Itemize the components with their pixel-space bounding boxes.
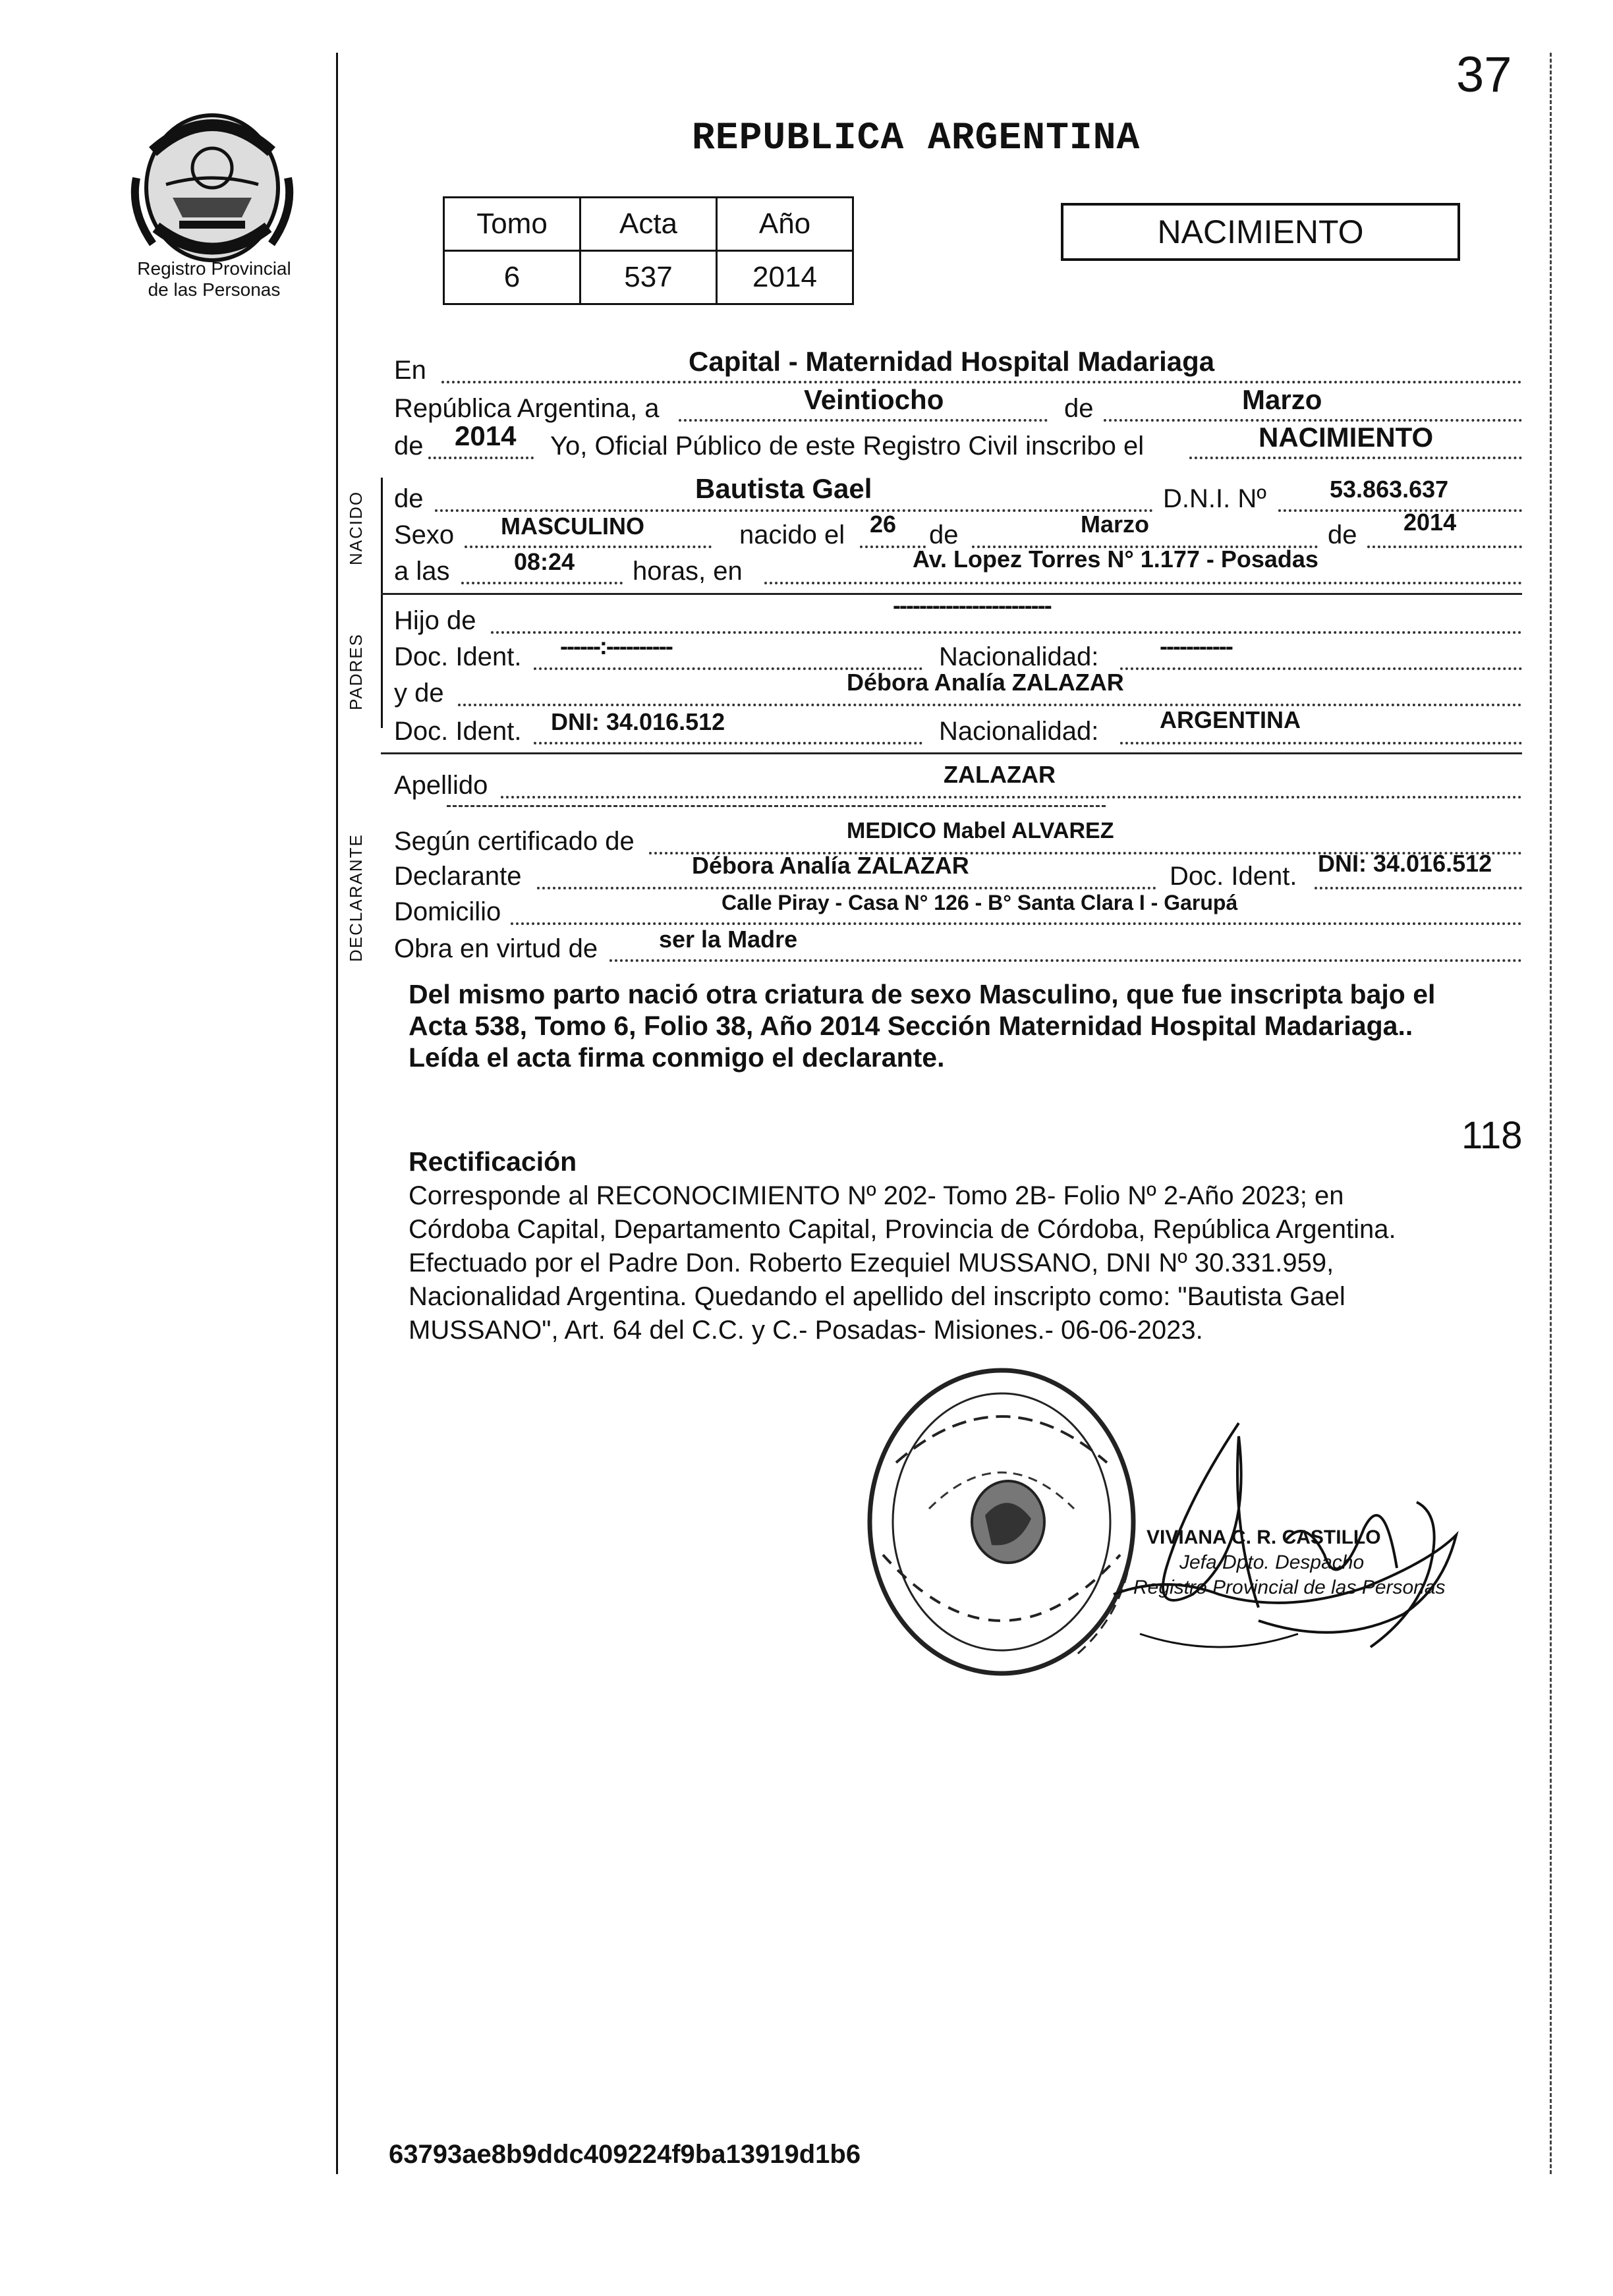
- dotted-rule: [1120, 742, 1522, 744]
- de-label: de: [1064, 394, 1094, 423]
- born-year-label: de: [1328, 520, 1357, 549]
- surname-value: ZALAZAR: [944, 761, 1056, 788]
- rectification-line2: Córdoba Capital, Departamento Capital, Provincia de Córdoba, República Argentina.: [409, 1215, 1396, 1244]
- doc1-label: Doc. Ident.: [394, 642, 522, 671]
- dotted-rule: [501, 796, 1522, 798]
- ref-value-acta: 537: [580, 251, 717, 304]
- side-label-nacido: NACIDO: [346, 490, 366, 565]
- virtue-value: ser la Madre: [659, 926, 798, 953]
- surname-label: Apellido: [394, 771, 488, 800]
- dashed-divider: [447, 805, 1106, 807]
- left-margin-line: [336, 53, 338, 2174]
- declarant-label: Declarante: [394, 862, 522, 891]
- side-label-declarante: DECLARANTE: [346, 833, 366, 962]
- born-de-label: de: [929, 520, 959, 549]
- page-number: 37: [1456, 47, 1512, 103]
- time-label: a las: [394, 557, 450, 586]
- rectification-number: 118: [1461, 1114, 1523, 1157]
- dotted-rule: [435, 509, 1153, 512]
- ref-header-anio: Año: [717, 198, 853, 251]
- doc2-value: DNI: 34.016.512: [551, 708, 725, 735]
- born-label: nacido el: [739, 520, 845, 549]
- birth-place-value: Av. Lopez Torres N° 1.177 - Posadas: [913, 546, 1318, 573]
- acta-type-box: NACIMIENTO: [1061, 203, 1460, 261]
- year-prefix-label: de: [394, 432, 424, 461]
- ref-value-tomo: 6: [444, 251, 580, 304]
- notes-line2: Acta 538, Tomo 6, Folio 38, Año 2014 Sección Maternidad Hospital Madariaga..: [409, 1011, 1413, 1041]
- org-line1: Registro Provincial: [137, 258, 291, 279]
- born-year-value: 2014: [1403, 509, 1457, 536]
- name-label: de: [394, 484, 424, 513]
- dotted-rule: [461, 582, 623, 584]
- dotted-rule: [764, 582, 1522, 584]
- signer-name: VIVIANA C. R. CASTILLO: [1146, 1526, 1381, 1548]
- org-label: [99, 258, 329, 300]
- notes-line3: Leída el acta firma conmigo el declarante.: [409, 1042, 945, 1073]
- time-value: 08:24: [514, 548, 575, 575]
- mother-label: y de: [394, 679, 444, 708]
- org-line2: de las Personas: [148, 279, 281, 300]
- nacido-bracket: [381, 478, 383, 603]
- name-value: Bautista Gael: [695, 473, 872, 504]
- right-margin-line: [1550, 53, 1552, 2174]
- dotted-rule: [534, 742, 922, 744]
- signer-office: Registro Provincial de las Personas: [1133, 1577, 1446, 1598]
- dotted-rule: [1189, 457, 1522, 459]
- doc2-label: Doc. Ident.: [394, 717, 522, 746]
- father-label: Hijo de: [394, 606, 476, 635]
- year-value: 2014: [455, 420, 517, 451]
- dotted-rule: [465, 546, 712, 548]
- doc1-value: ------:----------: [560, 632, 672, 659]
- ref-header-tomo: Tomo: [444, 198, 580, 251]
- address-label: Domicilio: [394, 897, 501, 926]
- country-title: REPUBLICA ARGENTINA: [692, 117, 1141, 160]
- document-hash: 63793ae8b9ddc409224f9ba13919d1b6: [389, 2140, 861, 2169]
- dni-label: D.N.I. Nº: [1163, 484, 1266, 513]
- padres-bracket: [381, 600, 383, 728]
- rectification-line1: Corresponde al RECONOCIMIENTO Nº 202- Tomo 2B- Folio Nº 2-Año 2023; en: [409, 1181, 1344, 1210]
- ref-header-acta: Acta: [580, 198, 717, 251]
- en-label: En: [394, 356, 426, 385]
- dotted-rule: [511, 922, 1522, 925]
- day-value: Veintiocho: [804, 384, 944, 415]
- dotted-rule: [441, 381, 1522, 383]
- nat1-label: Nacionalidad:: [939, 642, 1099, 671]
- dotted-rule: [679, 419, 1048, 422]
- rectification-body: [409, 1179, 1515, 1347]
- birth-place-label: horas, en: [633, 557, 743, 586]
- nat2-label: Nacionalidad:: [939, 717, 1099, 746]
- rectification-line3: Efectuado por el Padre Don. Roberto Ezequiel MUSSANO, DNI Nº 30.331.959,: [409, 1248, 1334, 1277]
- virtue-label: Obra en virtud de: [394, 934, 598, 963]
- inscribo-value: NACIMIENTO: [1259, 422, 1434, 453]
- cert-label: Según certificado de: [394, 827, 635, 856]
- nat1-value: -----------: [1160, 632, 1232, 659]
- province-seal-icon: [127, 105, 298, 270]
- sex-value: MASCULINO: [501, 513, 644, 540]
- rectification-line4: Nacionalidad Argentina. Quedando el apellido del inscripto como: "Bautista Gael: [409, 1282, 1345, 1311]
- declarant-doc-value: DNI: 34.016.512: [1318, 850, 1492, 877]
- dotted-rule: [1315, 887, 1522, 889]
- father-value: ------------------------: [893, 592, 1051, 619]
- cert-value: MEDICO Mabel ALVAREZ: [847, 818, 1114, 843]
- rectification-line5: MUSSANO", Art. 64 del C.C. y C.- Posadas- Misiones.- 06-06-2023.: [409, 1316, 1203, 1345]
- declarant-doc-label: Doc. Ident.: [1170, 862, 1297, 891]
- mother-value: Débora Analía ZALAZAR: [847, 669, 1124, 696]
- dni-value: 53.863.637: [1330, 476, 1449, 503]
- inscribo-label: Yo, Oficial Público de este Registro Civil inscribo el: [550, 432, 1145, 461]
- dotted-rule: [1120, 667, 1522, 670]
- rectification-title: Rectificación: [409, 1146, 577, 1177]
- notes-block: [409, 978, 1515, 1073]
- reference-table: [443, 196, 854, 305]
- sex-label: Sexo: [394, 520, 455, 549]
- declarant-value: Débora Analía ZALAZAR: [692, 852, 969, 879]
- dotted-rule: [1278, 509, 1522, 512]
- dotted-rule: [458, 704, 1522, 706]
- ref-value-anio: 2014: [717, 251, 853, 304]
- republic-label: República Argentina, a: [394, 394, 660, 423]
- month-value: Marzo: [1242, 384, 1322, 415]
- dotted-rule: [609, 959, 1522, 962]
- place-value: Capital - Maternidad Hospital Madariaga: [689, 346, 1215, 377]
- born-day-value: 26: [870, 511, 897, 538]
- dotted-rule: [1367, 546, 1522, 548]
- address-value: Calle Piray - Casa N° 126 - B° Santa Clara I - Garupá: [722, 891, 1238, 914]
- side-label-padres: PADRES: [346, 633, 366, 710]
- section-divider: [381, 752, 1522, 754]
- born-month-value: Marzo: [1081, 511, 1150, 538]
- dotted-rule: [428, 457, 534, 459]
- notes-line1: Del mismo parto nació otra criatura de sexo Masculino, que fue inscripta bajo el: [409, 979, 1436, 1009]
- signature-block: [1133, 1525, 1446, 1600]
- nat2-value: ARGENTINA: [1160, 706, 1301, 733]
- signer-role: Jefa Dpto. Despacho: [1179, 1552, 1365, 1573]
- dotted-rule: [537, 887, 1156, 889]
